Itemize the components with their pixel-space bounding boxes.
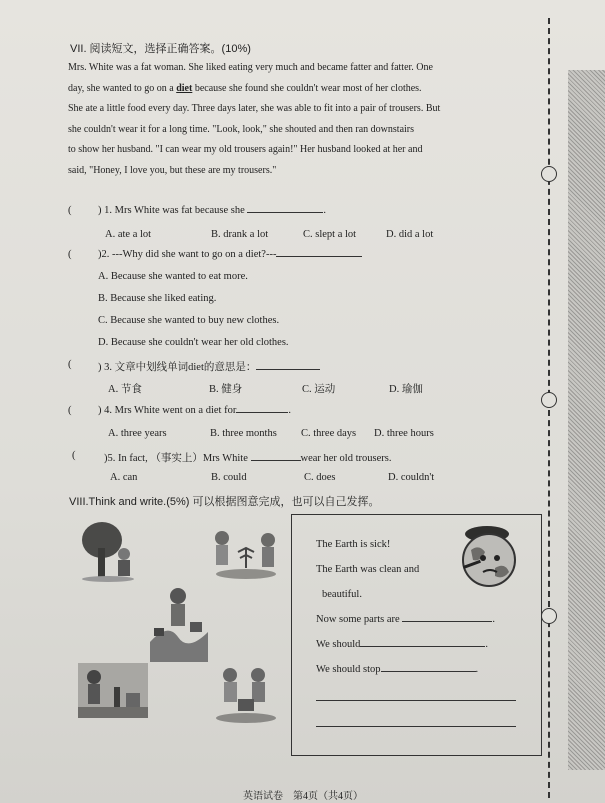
answer-paren[interactable]: ( (68, 405, 72, 416)
q2-option-a[interactable]: A. Because she wanted to eat more. (98, 271, 248, 282)
free-write-line[interactable] (316, 700, 516, 701)
sick-earth-picture (455, 522, 523, 590)
cut-line (548, 18, 550, 798)
q5-option-b[interactable]: B. could (211, 472, 247, 483)
write-line-6: We should stop . (316, 664, 479, 675)
margin-shading (568, 70, 605, 770)
answer-paren[interactable]: ( (72, 450, 76, 461)
answer-paren[interactable]: ( (68, 249, 72, 260)
q5-option-c[interactable]: C. does (304, 472, 336, 483)
free-write-line[interactable] (316, 726, 516, 727)
q5-option-d[interactable]: D. couldn't (388, 472, 435, 483)
diet-word: diet (176, 82, 193, 94)
answer-blank[interactable] (360, 646, 485, 647)
question-1: ) 1. Mrs White was fat because she . (98, 205, 327, 216)
picture-tree-cutting (78, 518, 138, 583)
q5-option-a[interactable]: A. can (110, 472, 138, 483)
q4-option-d[interactable]: D. three hours (374, 428, 434, 439)
section7-heading: VII. 阅读短文，选择正确答案。(10%) (70, 43, 251, 55)
q4-option-a[interactable]: A. three years (108, 428, 167, 439)
q3-option-d[interactable]: D. 瑜伽 (389, 384, 423, 395)
question-5: )5. In fact, （事实上）Mrs White wear her old trousers. (104, 453, 392, 464)
question-3: ) 3. 文章中划线单词diet的意思是： (98, 359, 320, 374)
q3-option-b[interactable]: B. 健身 (209, 384, 243, 395)
q4-option-c[interactable]: C. three days (301, 428, 357, 439)
write-line-5: We should . (316, 639, 488, 650)
q2-option-d[interactable]: D. Because she couldn't wear her old clothes. (98, 337, 289, 348)
picture-polluted-river (148, 582, 210, 662)
binding-hole (541, 166, 557, 182)
answer-paren[interactable]: ( (68, 359, 72, 370)
q2-option-b[interactable]: B. Because she liked eating. (98, 293, 217, 304)
section8-heading: VIII.Think and write.(5%) 可以根据图意完成，也可以自己发挥。 (69, 496, 380, 508)
write-line-1: The Earth is sick! (316, 539, 391, 550)
write-line-3: beautiful. (322, 589, 362, 600)
q1-option-c[interactable]: C. slept a lot (303, 229, 357, 240)
binding-hole (541, 392, 557, 408)
q3-option-c[interactable]: C. 运动 (302, 384, 336, 395)
write-line-4: Now some parts are . (316, 614, 495, 625)
answer-blank[interactable] (402, 621, 492, 622)
page-footer: 英语试卷 第4页（共4页） (243, 791, 363, 802)
question-2: )2. ---Why did she want to go on a diet?--- (98, 249, 362, 260)
picture-smoke-factory (78, 663, 148, 718)
q2-option-c[interactable]: C. Because she wanted to buy new clothes. (98, 315, 280, 326)
picture-children-cleaning (212, 663, 280, 725)
picture-planting-trees (208, 528, 283, 583)
q1-option-d[interactable]: D. did a lot (386, 229, 434, 240)
answer-paren[interactable]: ( (68, 205, 72, 216)
binding-hole (541, 608, 557, 624)
reading-passage: Mrs. White was a fat woman. She liked eating very much and became fatter and fatter. One day, she wanted to go on a diet because she found she couldn't wear most of her clothes. She ate a little food every day. Three days later, she was able to fit into a pair of trousers. But she couldn't wear it for a long time. "Look, look," she shouted and then ran downstairs to show her husband. "I can wear my old trousers again!" Her husband looked at her and said, "Honey, I love you, but these are my trousers." (68, 62, 441, 176)
answer-blank[interactable] (381, 671, 476, 672)
question-4: ) 4. Mrs White went on a diet for . (98, 405, 291, 416)
write-line-2: The Earth was clean and (316, 564, 420, 575)
q3-option-a[interactable]: A. 节食 (108, 384, 142, 395)
q1-option-a[interactable]: A. ate a lot (105, 229, 152, 240)
q4-option-b[interactable]: B. three months (210, 428, 277, 439)
q1-option-b[interactable]: B. drank a lot (211, 229, 269, 240)
